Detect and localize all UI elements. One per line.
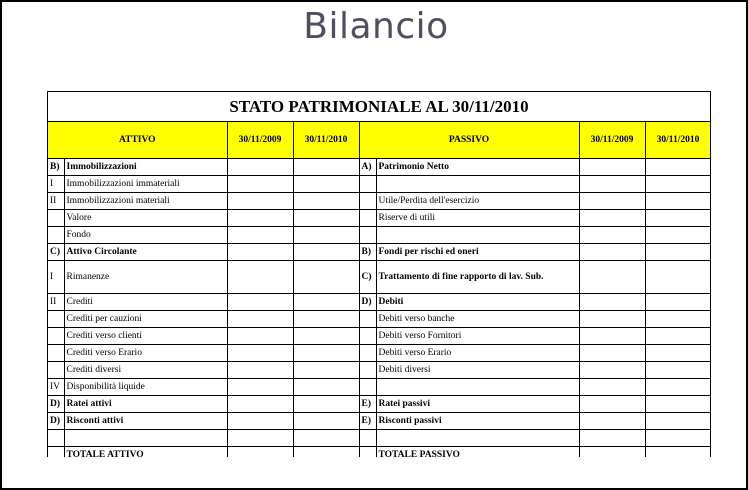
passivo-value-2010 [645, 243, 711, 260]
passivo-value-2009 [579, 446, 645, 457]
attivo-code [48, 344, 64, 361]
passivo-label [376, 175, 579, 192]
attivo-value-2009 [227, 243, 293, 260]
attivo-value-2009 [227, 327, 293, 344]
page-title: Bilancio [303, 6, 449, 47]
attivo-value-2009 [227, 226, 293, 243]
passivo-label: Risconti passivi [376, 412, 579, 429]
attivo-value-2010 [293, 378, 359, 395]
attivo-label: Crediti per cauzioni [64, 310, 227, 327]
attivo-value-2009 [227, 446, 293, 457]
table-row [48, 446, 711, 457]
passivo-value-2009 [579, 158, 645, 175]
attivo-value-2010 [293, 243, 359, 260]
table-row [48, 378, 711, 395]
attivo-code: B) [48, 158, 64, 175]
attivo-value-2009 [227, 192, 293, 209]
attivo-value-2009 [227, 429, 293, 446]
attivo-value-2009 [227, 378, 293, 395]
passivo-value-2010 [645, 175, 711, 192]
attivo-label: Ratei attivi [64, 395, 227, 412]
table-row [48, 327, 711, 344]
attivo-label: Valore [64, 209, 227, 226]
header-attivo-date-2009: 30/11/2009 [227, 122, 293, 158]
header-passivo: PASSIVO [359, 122, 579, 158]
passivo-value-2010 [645, 395, 711, 412]
table-row [48, 344, 711, 361]
passivo-value-2010 [645, 158, 711, 175]
passivo-value-2010 [645, 344, 711, 361]
passivo-value-2009 [579, 344, 645, 361]
table-row [48, 243, 711, 260]
passivo-label: Ratei passivi [376, 395, 579, 412]
passivo-value-2009 [579, 395, 645, 412]
attivo-value-2010 [293, 361, 359, 378]
passivo-value-2010 [645, 446, 711, 457]
attivo-code [48, 310, 64, 327]
attivo-code [48, 446, 64, 457]
passivo-code [359, 446, 376, 457]
attivo-label: Disponibilità liquide [64, 378, 227, 395]
attivo-value-2010 [293, 446, 359, 457]
table-row [48, 175, 711, 192]
attivo-code: I [48, 175, 64, 192]
passivo-code [359, 378, 376, 395]
passivo-label: Utile/Perdita dell'esercizio [376, 192, 579, 209]
passivo-value-2010 [645, 192, 711, 209]
attivo-code: II [48, 192, 64, 209]
attivo-code [48, 226, 64, 243]
header-passivo-date-2010: 30/11/2010 [645, 122, 711, 158]
attivo-value-2010 [293, 395, 359, 412]
passivo-value-2010 [645, 412, 711, 429]
passivo-code: B) [359, 243, 376, 260]
passivo-value-2010 [645, 361, 711, 378]
attivo-value-2010 [293, 209, 359, 226]
attivo-label: Crediti verso Erario [64, 344, 227, 361]
attivo-value-2010 [293, 429, 359, 446]
passivo-code [359, 310, 376, 327]
table-row [48, 260, 711, 293]
passivo-label [376, 378, 579, 395]
passivo-code [359, 327, 376, 344]
attivo-label: Fondo [64, 226, 227, 243]
passivo-value-2009 [579, 412, 645, 429]
header-passivo-date-2009: 30/11/2009 [579, 122, 645, 158]
balance-table [48, 122, 711, 457]
attivo-code [48, 361, 64, 378]
passivo-code: D) [359, 293, 376, 310]
passivo-code [359, 429, 376, 446]
passivo-value-2009 [579, 175, 645, 192]
attivo-code: I [48, 260, 64, 293]
balance-sheet [47, 91, 711, 457]
attivo-code: IV [48, 378, 64, 395]
passivo-label: Debiti verso Fornitori [376, 327, 579, 344]
attivo-label: Immobilizzazioni [64, 158, 227, 175]
attivo-value-2009 [227, 209, 293, 226]
attivo-label: Crediti diversi [64, 361, 227, 378]
passivo-label: TOTALE PASSIVO [376, 446, 579, 457]
header-attivo: ATTIVO [48, 122, 227, 158]
passivo-value-2009 [579, 378, 645, 395]
table-row [48, 429, 711, 446]
table-header-row [48, 122, 711, 158]
table-row [48, 361, 711, 378]
attivo-value-2010 [293, 260, 359, 293]
attivo-value-2009 [227, 361, 293, 378]
passivo-label: Patrimonio Netto [376, 158, 579, 175]
attivo-value-2010 [293, 310, 359, 327]
attivo-label: Immobilizzazioni immateriali [64, 175, 227, 192]
passivo-value-2009 [579, 327, 645, 344]
passivo-value-2010 [645, 226, 711, 243]
passivo-value-2010 [645, 327, 711, 344]
attivo-value-2010 [293, 158, 359, 175]
attivo-value-2009 [227, 310, 293, 327]
passivo-code [359, 361, 376, 378]
passivo-label [376, 429, 579, 446]
header-attivo-date-2010: 30/11/2010 [293, 122, 359, 158]
passivo-code: C) [359, 260, 376, 293]
attivo-value-2009 [227, 260, 293, 293]
attivo-value-2009 [227, 412, 293, 429]
table-row [48, 226, 711, 243]
attivo-value-2009 [227, 344, 293, 361]
passivo-value-2010 [645, 209, 711, 226]
attivo-value-2010 [293, 344, 359, 361]
table-row [48, 209, 711, 226]
attivo-value-2009 [227, 175, 293, 192]
passivo-value-2009 [579, 243, 645, 260]
sheet-title: STATO PATRIMONIALE AL 30/11/2010 [48, 92, 710, 122]
passivo-code [359, 226, 376, 243]
passivo-value-2009 [579, 429, 645, 446]
passivo-value-2009 [579, 209, 645, 226]
table-row [48, 395, 711, 412]
passivo-value-2009 [579, 226, 645, 243]
attivo-label: Crediti [64, 293, 227, 310]
passivo-label: Riserve di utili [376, 209, 579, 226]
attivo-label: Risconti attivi [64, 412, 227, 429]
passivo-label [376, 226, 579, 243]
attivo-label: TOTALE ATTIVO [64, 446, 227, 457]
attivo-label [64, 429, 227, 446]
passivo-code [359, 344, 376, 361]
passivo-value-2009 [579, 310, 645, 327]
passivo-code: E) [359, 412, 376, 429]
passivo-value-2010 [645, 378, 711, 395]
passivo-value-2009 [579, 192, 645, 209]
attivo-code: II [48, 293, 64, 310]
passivo-value-2010 [645, 260, 711, 293]
passivo-label: Fondi per rischi ed oneri [376, 243, 579, 260]
passivo-value-2010 [645, 429, 711, 446]
passivo-code [359, 192, 376, 209]
passivo-code: E) [359, 395, 376, 412]
passivo-code [359, 175, 376, 192]
passivo-value-2009 [579, 361, 645, 378]
attivo-label: Attivo Circolante [64, 243, 227, 260]
attivo-value-2009 [227, 293, 293, 310]
table-row [48, 158, 711, 175]
table-row [48, 412, 711, 429]
passivo-label: Debiti verso Erario [376, 344, 579, 361]
attivo-label: Crediti verso clienti [64, 327, 227, 344]
attivo-code [48, 429, 64, 446]
attivo-label: Rimanenze [64, 260, 227, 293]
attivo-value-2010 [293, 327, 359, 344]
passivo-label: Debiti [376, 293, 579, 310]
attivo-code: D) [48, 395, 64, 412]
attivo-value-2010 [293, 293, 359, 310]
table-row [48, 192, 711, 209]
attivo-code [48, 209, 64, 226]
passivo-code [359, 209, 376, 226]
passivo-value-2010 [645, 310, 711, 327]
attivo-code [48, 327, 64, 344]
passivo-label: Debiti verso banche [376, 310, 579, 327]
passivo-code: A) [359, 158, 376, 175]
attivo-value-2010 [293, 175, 359, 192]
passivo-value-2009 [579, 293, 645, 310]
passivo-value-2010 [645, 293, 711, 310]
attivo-value-2009 [227, 395, 293, 412]
attivo-label: Immobilizzazioni materiali [64, 192, 227, 209]
attivo-value-2010 [293, 192, 359, 209]
passivo-value-2009 [579, 260, 645, 293]
passivo-label: Trattamento di fine rapporto di lav. Sub. [376, 260, 579, 293]
table-row [48, 293, 711, 310]
attivo-value-2010 [293, 412, 359, 429]
attivo-value-2010 [293, 226, 359, 243]
table-row [48, 310, 711, 327]
attivo-value-2009 [227, 158, 293, 175]
attivo-code: D) [48, 412, 64, 429]
attivo-code: C) [48, 243, 64, 260]
passivo-label: Debiti diversi [376, 361, 579, 378]
